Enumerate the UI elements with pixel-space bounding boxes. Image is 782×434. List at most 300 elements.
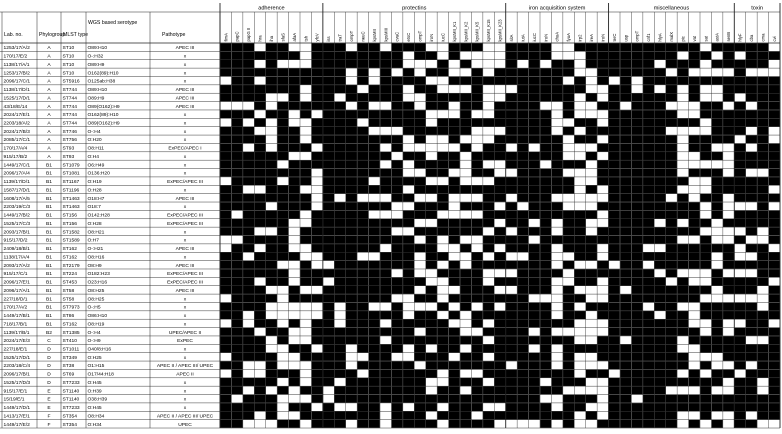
gene-present-cell — [449, 336, 460, 344]
gene-present-cell — [437, 252, 448, 260]
gene-present-cell — [540, 85, 551, 93]
gene-present-cell — [620, 85, 631, 93]
gene-present-cell — [666, 52, 677, 60]
phylogroup: D — [47, 355, 51, 361]
gene-present-cell — [654, 386, 665, 394]
gene-present-cell — [757, 185, 768, 193]
lab-number: 1138/17/D/1 — [3, 88, 30, 94]
gene-present-cell — [746, 286, 757, 294]
gene-present-cell — [346, 119, 357, 127]
pathotype: x — [183, 54, 187, 60]
gene-present-cell — [757, 102, 768, 110]
gene-present-cell — [609, 353, 620, 361]
pathotype: APEC II — [176, 372, 194, 378]
gene-present-cell — [597, 202, 608, 210]
gene-present-cell — [460, 403, 471, 411]
gene-present-cell — [483, 119, 494, 127]
gene-present-cell — [437, 361, 448, 369]
pathotype: x — [183, 71, 187, 77]
gene-present-cell — [689, 378, 700, 386]
gene-present-cell — [277, 77, 288, 85]
gene-present-cell — [243, 286, 254, 294]
gene-present-cell — [643, 52, 654, 60]
gene-present-cell — [483, 345, 494, 353]
phylogroup: B1 — [46, 280, 52, 286]
gene-present-cell — [517, 194, 528, 202]
gene-present-cell — [632, 152, 643, 160]
gene-present-cell — [414, 353, 425, 361]
gene-present-cell — [369, 144, 380, 152]
gene-present-cell — [529, 252, 540, 260]
mlst-type: ST93 — [62, 146, 75, 152]
serotype: O125ab:H38 — [87, 79, 116, 85]
gene-present-cell — [563, 286, 574, 294]
gene-present-cell — [620, 185, 631, 193]
gene-present-cell — [746, 328, 757, 336]
mlst-type: ST1582 — [62, 230, 80, 236]
gene-present-cell — [529, 278, 540, 286]
gene-present-cell — [254, 169, 265, 177]
gene-present-cell — [769, 261, 780, 269]
gene-present-cell — [277, 194, 288, 202]
gene-present-cell — [414, 311, 425, 319]
gene-present-cell — [414, 77, 425, 85]
gene-present-cell — [357, 236, 368, 244]
gene-present-cell — [712, 110, 723, 118]
mlst-type: ST1140 — [62, 389, 80, 395]
gene-present-cell — [323, 52, 334, 60]
gene-present-cell — [643, 194, 654, 202]
gene-present-cell — [323, 119, 334, 127]
gene-label: kpsMII_K5 — [474, 21, 480, 42]
gene-present-cell — [746, 261, 757, 269]
gene-present-cell — [323, 319, 334, 327]
gene-present-cell — [300, 169, 311, 177]
gene-present-cell — [346, 294, 357, 302]
gene-present-cell — [574, 345, 585, 353]
gene-present-cell — [449, 93, 460, 101]
gene-present-cell — [712, 278, 723, 286]
gene-present-cell — [757, 353, 768, 361]
gene-present-cell — [689, 286, 700, 294]
gene-present-cell — [643, 294, 654, 302]
mlst-type: ST2179 — [62, 263, 80, 269]
gene-present-cell — [574, 219, 585, 227]
gene-present-cell — [632, 144, 643, 152]
gene-present-cell — [243, 403, 254, 411]
gene-present-cell — [529, 411, 540, 419]
gene-present-cell — [506, 52, 517, 60]
gene-present-cell — [632, 386, 643, 394]
gene-present-cell — [323, 236, 334, 244]
gene-present-cell — [346, 227, 357, 235]
gene-present-cell — [506, 152, 517, 160]
lab-number: 2096/17/A/4 — [3, 171, 30, 177]
gene-present-cell — [323, 303, 334, 311]
gene-present-cell — [620, 252, 631, 260]
gene-present-cell — [357, 160, 368, 168]
gene-present-cell — [254, 135, 265, 143]
gene-present-cell — [540, 345, 551, 353]
gene-label: terC — [611, 33, 617, 42]
gene-present-cell — [243, 294, 254, 302]
mlst-type: ST10 — [62, 46, 75, 52]
gene-present-cell — [289, 294, 300, 302]
gene-present-cell — [437, 93, 448, 101]
gene-present-cell — [632, 403, 643, 411]
gene-present-cell — [666, 85, 677, 93]
phylogroup: A — [47, 104, 51, 110]
gene-present-cell — [712, 152, 723, 160]
gene-present-cell — [586, 211, 597, 219]
gene-present-cell — [289, 370, 300, 378]
gene-present-cell — [620, 93, 631, 101]
gene-present-cell — [312, 378, 323, 386]
gene-present-cell — [620, 303, 631, 311]
gene-present-cell — [289, 403, 300, 411]
gene-present-cell — [277, 110, 288, 118]
gene-present-cell — [266, 52, 277, 60]
gene-present-cell — [529, 119, 540, 127]
gene-present-cell — [517, 370, 528, 378]
gene-present-cell — [426, 68, 437, 76]
gene-present-cell — [712, 311, 723, 319]
gene-present-cell — [323, 77, 334, 85]
gene-present-cell — [266, 60, 277, 68]
gene-present-cell — [517, 77, 528, 85]
gene-present-cell — [677, 60, 688, 68]
gene-present-cell — [334, 185, 345, 193]
serotype: O-:H4 — [87, 330, 101, 336]
gene-present-cell — [723, 93, 734, 101]
gene-present-cell — [369, 160, 380, 168]
gene-present-cell — [312, 386, 323, 394]
pathotype: x — [183, 305, 187, 311]
gene-present-cell — [334, 361, 345, 369]
gene-present-cell — [449, 370, 460, 378]
gene-present-cell — [403, 102, 414, 110]
gene-present-cell — [769, 169, 780, 177]
gene-present-cell — [437, 386, 448, 394]
gene-present-cell — [392, 303, 403, 311]
gene-present-cell — [654, 68, 665, 76]
gene-present-cell — [232, 219, 243, 227]
phylogroup: B1 — [46, 196, 52, 202]
gene-present-cell — [517, 294, 528, 302]
gene-present-cell — [392, 345, 403, 353]
gene-present-cell — [609, 185, 620, 193]
gene-present-cell — [220, 169, 231, 177]
lab-number: 2096/17/B/1 — [3, 372, 30, 378]
lab-number: 1608/17/A/5 — [3, 196, 30, 202]
gene-present-cell — [540, 269, 551, 277]
gene-present-cell — [620, 294, 631, 302]
gene-present-cell — [552, 135, 563, 143]
gene-present-cell — [449, 395, 460, 403]
gene-present-cell — [266, 370, 277, 378]
gene-present-cell — [700, 77, 711, 85]
gene-present-cell — [414, 43, 425, 51]
gene-present-cell — [574, 278, 585, 286]
gene-present-cell — [357, 403, 368, 411]
mlst-type: ST162 — [62, 322, 77, 328]
gene-present-cell — [506, 160, 517, 168]
serotype: O:H45 — [87, 380, 102, 386]
gene-present-cell — [472, 77, 483, 85]
phylogroup: B1 — [46, 238, 52, 244]
mlst-type: ST744 — [62, 121, 77, 127]
phylogroup: A — [47, 88, 51, 94]
gene-present-cell — [494, 135, 505, 143]
mlst-type: ST7233 — [62, 380, 80, 386]
gene-present-cell — [643, 202, 654, 210]
gene-present-cell — [232, 420, 243, 428]
gene-label: kpsMII_K1 — [451, 21, 457, 42]
gene-present-cell — [323, 370, 334, 378]
gene-present-cell — [437, 60, 448, 68]
gene-present-cell — [769, 144, 780, 152]
gene-present-cell — [460, 361, 471, 369]
mlst-type: ST10 — [62, 62, 75, 68]
gene-present-cell — [666, 370, 677, 378]
gene-present-cell — [563, 261, 574, 269]
gene-present-cell — [757, 194, 768, 202]
phylogroup: A — [47, 113, 51, 119]
gene-present-cell — [232, 43, 243, 51]
gene-present-cell — [643, 177, 654, 185]
gene-present-cell — [700, 403, 711, 411]
gene-present-cell — [483, 77, 494, 85]
gene-present-cell — [312, 102, 323, 110]
gene-present-cell — [552, 85, 563, 93]
gene-present-cell — [277, 244, 288, 252]
gene-present-cell — [746, 93, 757, 101]
gene-present-cell — [334, 386, 345, 394]
gene-present-cell — [312, 219, 323, 227]
gene-present-cell — [369, 345, 380, 353]
gene-present-cell — [632, 278, 643, 286]
gene-present-cell — [323, 152, 334, 160]
gene-present-cell — [517, 244, 528, 252]
gene-present-cell — [437, 102, 448, 110]
gene-present-cell — [266, 269, 277, 277]
gene-label: iutA — [520, 34, 526, 42]
gene-present-cell — [746, 177, 757, 185]
gene-present-cell — [403, 336, 414, 344]
gene-present-cell — [529, 353, 540, 361]
lab-number: 718/17/B/1 — [3, 322, 28, 328]
gene-present-cell — [654, 160, 665, 168]
gene-present-cell — [746, 403, 757, 411]
gene-present-cell — [723, 303, 734, 311]
gene-present-cell — [666, 144, 677, 152]
lab-number: 2085/17/C/1 — [3, 138, 31, 144]
gene-present-cell — [746, 420, 757, 428]
gene-present-cell — [437, 227, 448, 235]
gene-label: ompT — [417, 30, 423, 42]
serotype: O:H28 — [87, 221, 102, 227]
gene-present-cell — [266, 328, 277, 336]
gene-present-cell — [643, 93, 654, 101]
gene-present-cell — [334, 202, 345, 210]
gene-present-cell — [289, 85, 300, 93]
gene-present-cell — [700, 386, 711, 394]
gene-present-cell — [483, 420, 494, 428]
gene-present-cell — [586, 93, 597, 101]
gene-present-cell — [769, 353, 780, 361]
phylogroup: B1 — [46, 297, 52, 303]
gene-present-cell — [609, 52, 620, 60]
lab-number: 227/18/D/1 — [3, 297, 28, 303]
gene-present-cell — [472, 261, 483, 269]
gene-present-cell — [643, 60, 654, 68]
gene-present-cell — [483, 294, 494, 302]
gene-present-cell — [529, 169, 540, 177]
gene-present-cell — [460, 278, 471, 286]
gene-present-cell — [346, 370, 357, 378]
gene-present-cell — [506, 185, 517, 193]
gene-present-cell — [254, 319, 265, 327]
gene-present-cell — [677, 202, 688, 210]
gene-present-cell — [369, 219, 380, 227]
gene-present-cell — [494, 370, 505, 378]
gene-present-cell — [254, 303, 265, 311]
gene-present-cell — [620, 119, 631, 127]
lab-number: 43/18/E/14 — [3, 104, 28, 110]
gene-present-cell — [449, 160, 460, 168]
gene-present-cell — [609, 60, 620, 68]
gene-present-cell — [540, 227, 551, 235]
gene-present-cell — [746, 345, 757, 353]
gene-present-cell — [632, 378, 643, 386]
gene-present-cell — [277, 52, 288, 60]
gene-present-cell — [574, 403, 585, 411]
gene-present-cell — [563, 160, 574, 168]
gene-present-cell — [643, 361, 654, 369]
gene-present-cell — [483, 185, 494, 193]
pathotype: APEC III — [175, 104, 195, 110]
gene-present-cell — [243, 160, 254, 168]
gene-present-cell — [769, 211, 780, 219]
gene-present-cell — [254, 85, 265, 93]
gene-present-cell — [620, 169, 631, 177]
gene-present-cell — [632, 286, 643, 294]
gene-present-cell — [677, 227, 688, 235]
gene-present-cell — [632, 177, 643, 185]
gene-present-cell — [632, 68, 643, 76]
gene-label: usp — [623, 34, 629, 42]
gene-present-cell — [266, 85, 277, 93]
gene-present-cell — [563, 102, 574, 110]
gene-present-cell — [449, 361, 460, 369]
gene-present-cell — [620, 219, 631, 227]
gene-present-cell — [586, 119, 597, 127]
gene-present-cell — [563, 219, 574, 227]
gene-present-cell — [426, 85, 437, 93]
gene-present-cell — [677, 43, 688, 51]
gene-present-cell — [254, 219, 265, 227]
gene-present-cell — [723, 219, 734, 227]
gene-present-cell — [323, 43, 334, 51]
gene-present-cell — [312, 160, 323, 168]
gene-present-cell — [620, 319, 631, 327]
lab-number: 2203/19/C/3 — [3, 205, 31, 211]
gene-present-cell — [620, 135, 631, 143]
phylogroup: B1 — [46, 255, 52, 261]
gene-present-cell — [494, 227, 505, 235]
gene-present-cell — [300, 160, 311, 168]
gene-present-cell — [426, 127, 437, 135]
serotype: O136:H20 — [87, 171, 110, 177]
gene-present-cell — [357, 294, 368, 302]
gene-present-cell — [380, 353, 391, 361]
gene-present-cell — [300, 353, 311, 361]
pathotype: x — [183, 138, 187, 144]
gene-present-cell — [666, 177, 677, 185]
gene-present-cell — [414, 336, 425, 344]
gene-present-cell — [517, 43, 528, 51]
gene-present-cell — [540, 119, 551, 127]
gene-present-cell — [460, 185, 471, 193]
gene-present-cell — [254, 160, 265, 168]
gene-present-cell — [506, 303, 517, 311]
gene-present-cell — [620, 144, 631, 152]
gene-present-cell — [689, 211, 700, 219]
gene-present-cell — [540, 93, 551, 101]
gene-present-cell — [666, 336, 677, 344]
gene-present-cell — [483, 311, 494, 319]
gene-present-cell — [700, 52, 711, 60]
gene-present-cell — [380, 252, 391, 260]
gene-present-cell — [712, 194, 723, 202]
gene-present-cell — [369, 336, 380, 344]
gene-present-cell — [254, 378, 265, 386]
gene-present-cell — [643, 353, 654, 361]
gene-present-cell — [254, 152, 265, 160]
gene-present-cell — [734, 77, 745, 85]
gene-present-cell — [666, 135, 677, 143]
gene-present-cell — [277, 127, 288, 135]
gene-present-cell — [312, 361, 323, 369]
gene-present-cell — [243, 85, 254, 93]
gene-present-cell — [563, 236, 574, 244]
gene-present-cell — [609, 420, 620, 428]
gene-present-cell — [723, 43, 734, 51]
pathotype: x — [183, 129, 187, 135]
gene-present-cell — [563, 370, 574, 378]
gene-present-cell — [403, 119, 414, 127]
gene-label: kpsMIII — [383, 28, 389, 42]
gene-present-cell — [312, 294, 323, 302]
gene-present-cell — [506, 135, 517, 143]
gene-present-cell — [597, 169, 608, 177]
gene-present-cell — [552, 202, 563, 210]
gene-present-cell — [357, 420, 368, 428]
gene-present-cell — [574, 395, 585, 403]
pathotype: x — [183, 314, 187, 320]
gene-present-cell — [666, 185, 677, 193]
gene-present-cell — [334, 60, 345, 68]
gene-present-cell — [426, 211, 437, 219]
gene-present-cell — [254, 194, 265, 202]
gene-present-cell — [277, 386, 288, 394]
gene-present-cell — [472, 68, 483, 76]
gene-present-cell — [712, 378, 723, 386]
gene-label: fimA — [223, 33, 229, 42]
gene-present-cell — [243, 269, 254, 277]
gene-present-cell — [380, 85, 391, 93]
gene-present-cell — [643, 160, 654, 168]
